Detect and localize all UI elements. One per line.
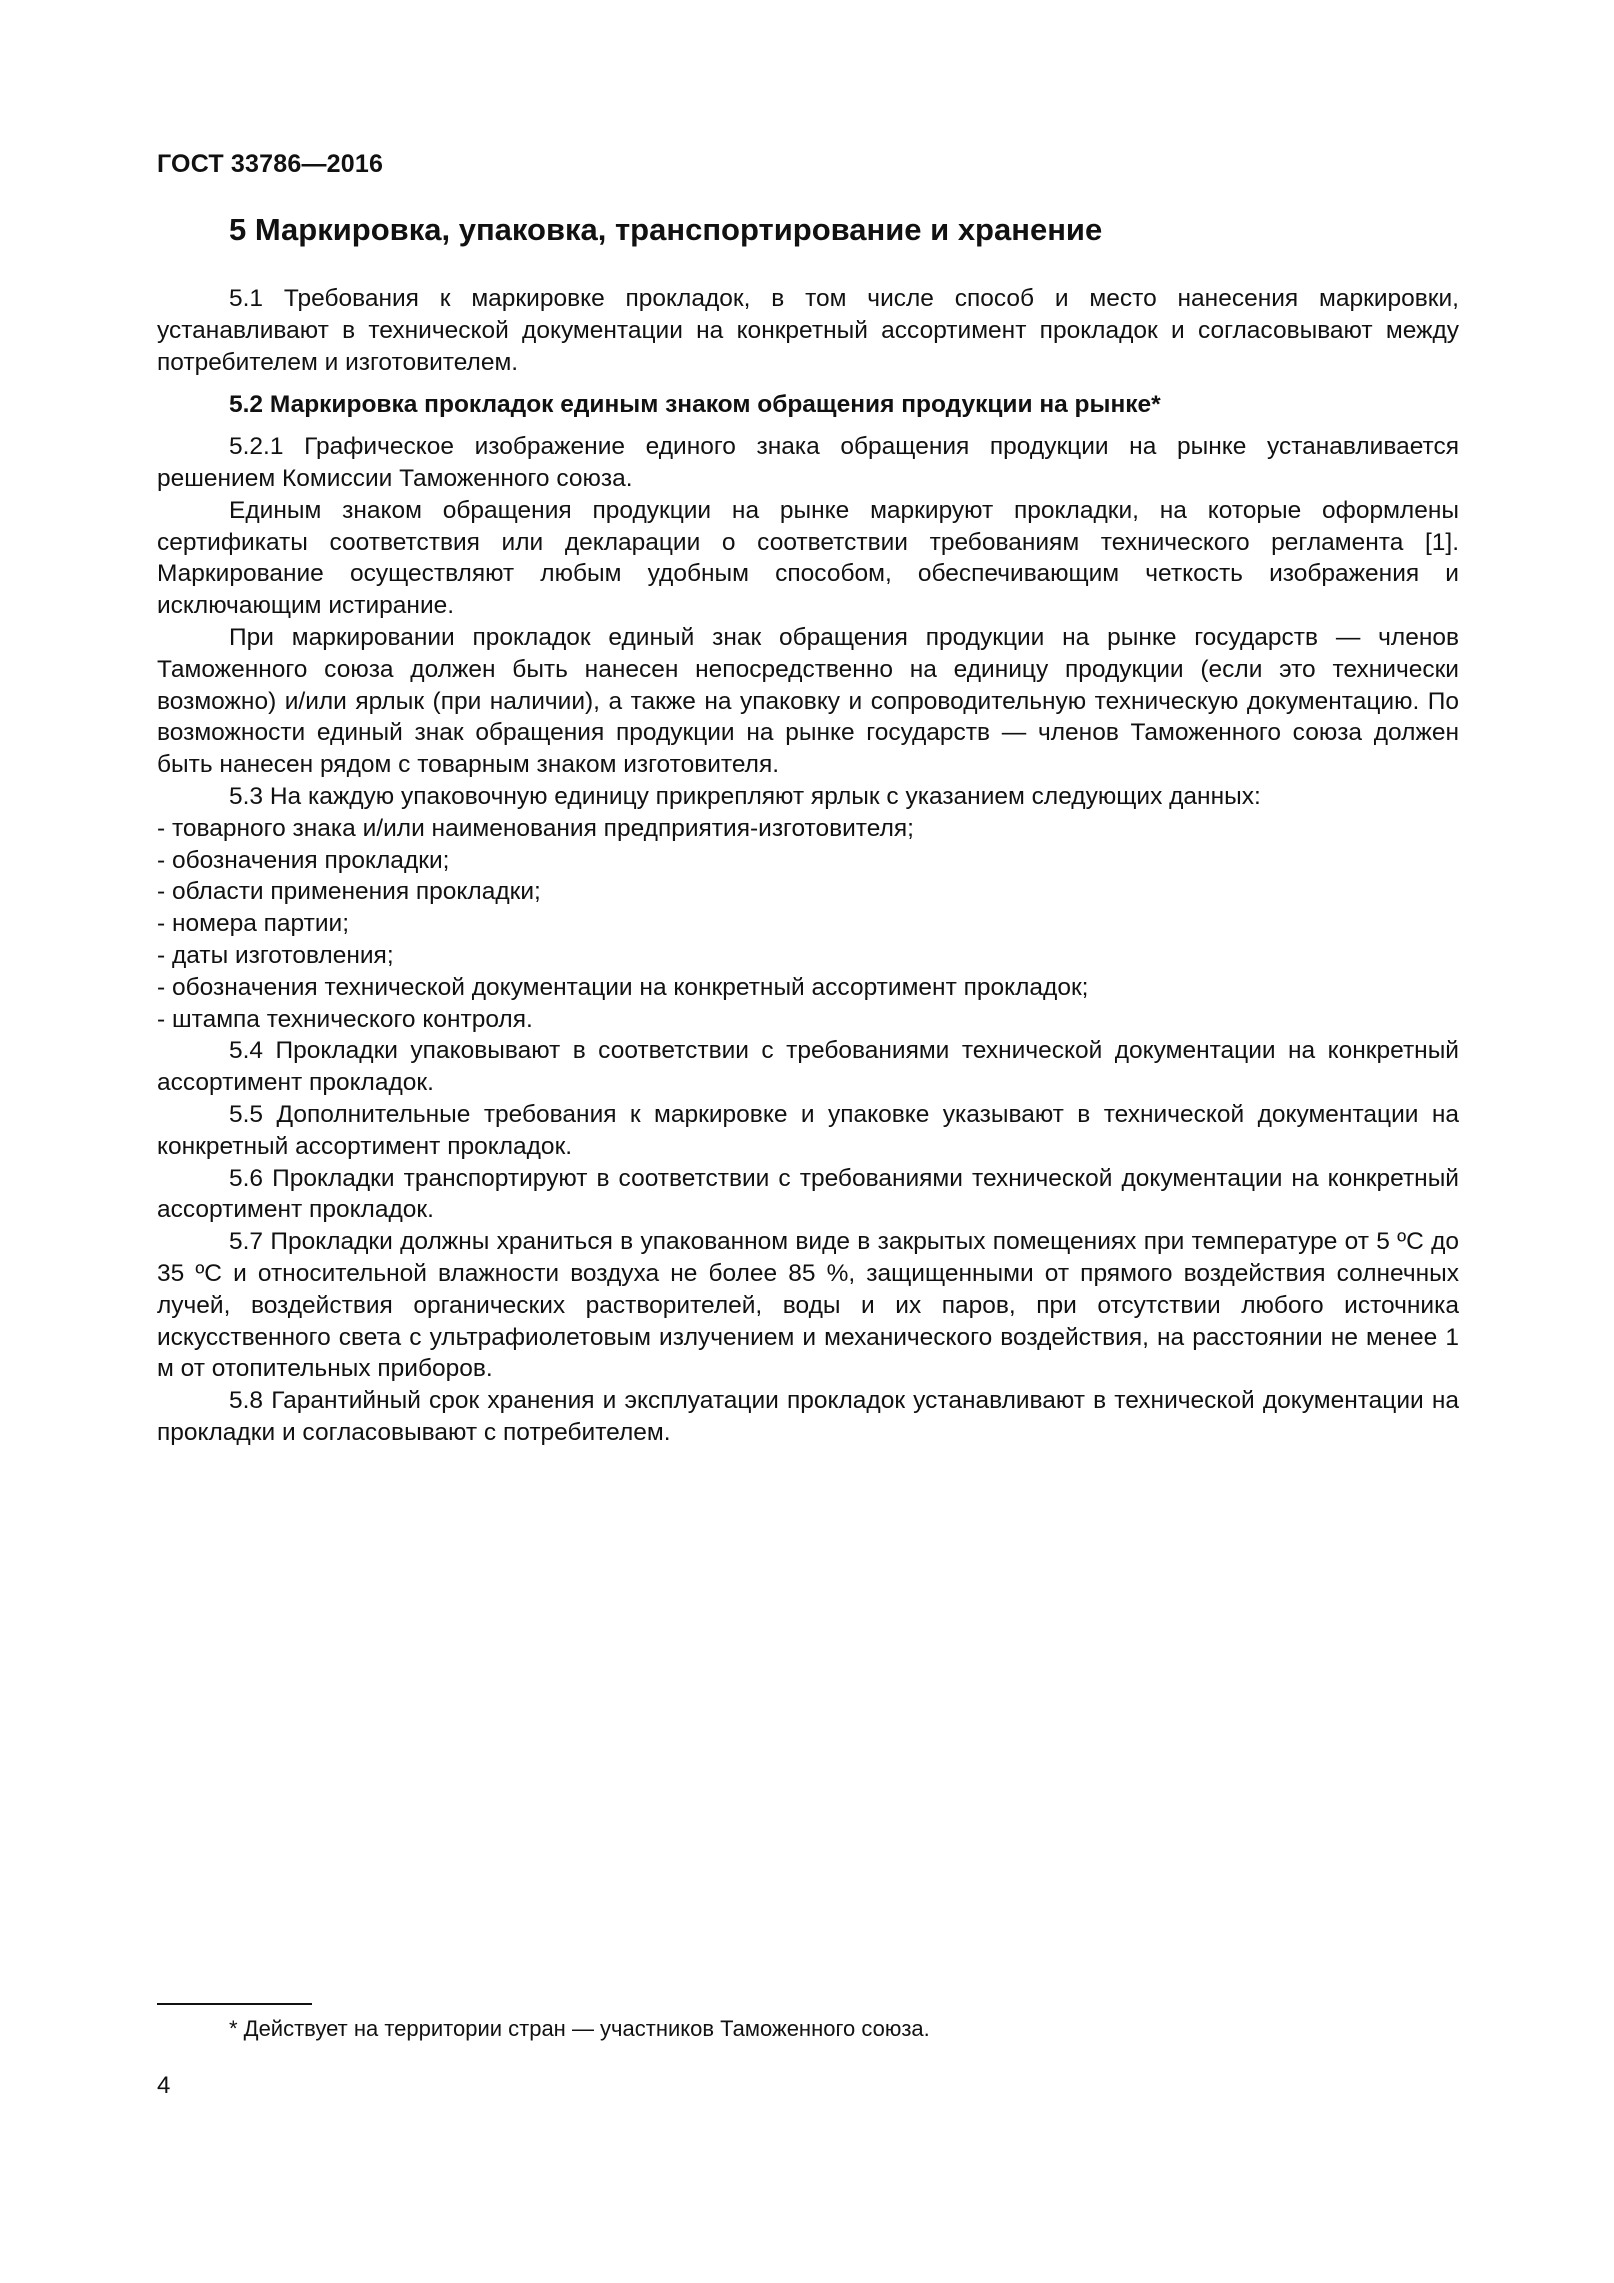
paragraph-5-1: 5.1 Требования к маркировке прокладок, в том числе способ и место нанесения маркировки, устанавливают в технической документации на конкретный ассортимент прокладок и согласовывают между потребителем и изготовителем. bbox=[157, 285, 1459, 376]
paragraph-5-6: 5.6 Прокладки транспортируют в соответствии с требованиями технической документации на конкретный ассортимент прокладок. bbox=[157, 1164, 1459, 1224]
list-item: - товарного знака и/или наименования предприятия-изготовителя; bbox=[157, 814, 914, 842]
paragraph-5-2-1-marking: Единым знаком обращения продукции на рынке маркируют прокладки, на которые оформлены сертификаты соответствия или декларации о соответствии требованиям технического регламента [1]. Маркирование осуществляют любым удобным способом, обеспечивающим четкость изображения и исключающим истирание. bbox=[157, 496, 1459, 620]
footnote-text: * Действует на территории стран — участников Таможенного союза. bbox=[229, 2016, 930, 2041]
paragraph-5-7: 5.7 Прокладки должны храниться в упакованном виде в закрытых помещениях при температуре от 5 ºC до 35 ºC и относительной влажности воздуха не более 85 %, защищенными от прямого воздействия солнечных лучей, воздействия органических растворителей, воды и их паров, при отсутствии любого источника искусственного света с ультрафиолетовым излучением и механического воздействия, на расстоянии не менее 1 м от отопительных приборов. bbox=[157, 1228, 1459, 1383]
standard-designation: ГОСТ 33786—2016 bbox=[157, 150, 384, 178]
paragraph-5-4: 5.4 Прокладки упаковывают в соответствии с требованиями технической документации на конкретный ассортимент прокладок. bbox=[157, 1037, 1459, 1097]
list-item: - обозначения прокладки; bbox=[157, 846, 450, 874]
paragraph-5-8: 5.8 Гарантийный срок хранения и эксплуатации прокладок устанавливают в технической документации на прокладки и согласовывают с потребителем. bbox=[157, 1387, 1459, 1446]
list-item: - обозначения технической документации на конкретный ассортимент прокладок; bbox=[157, 973, 1089, 1001]
list-item: - номера партии; bbox=[157, 910, 350, 938]
section-title: 5 Маркировка, упаковка, транспортирование и хранение bbox=[229, 212, 1103, 247]
subsection-heading-5-2: 5.2 Маркировка прокладок единым знаком обращения продукции на рынке* bbox=[229, 391, 1161, 419]
paragraph-5-2-1: 5.2.1 Графическое изображение единого знака обращения продукции на рынке устанавливается решением Комиссии Таможенного союза. bbox=[157, 433, 1459, 492]
list-item: - даты изготовления; bbox=[157, 941, 394, 969]
list-item: - области применения прокладки; bbox=[157, 878, 541, 906]
paragraph-5-2-1-placement: При маркировании прокладок единый знак обращения продукции на рынке государств — членов Таможенного союза должен быть нанесен непосредственно на единицу продукции (если это технически возможно) и/или ярлык (при наличии), а также на упаковку и сопроводительную техническую документацию. По возможности единый знак обращения продукции на рынке государств — членов Таможенного союза должен быть нанесен рядом с товарным знаком изготовителя. bbox=[157, 623, 1459, 779]
list-item: - штампа технического контроля. bbox=[157, 1005, 533, 1033]
section-body bbox=[157, 283, 1459, 1449]
footnote-divider bbox=[157, 2003, 312, 2005]
paragraph-5-3: 5.3 На каждую упаковочную единицу прикрепляют ярлык с указанием следующих данных: bbox=[229, 782, 1261, 810]
page-number: 4 bbox=[157, 2072, 171, 2099]
paragraph-5-5: 5.5 Дополнительные требования к маркировке и упаковке указывают в технической документации на конкретный ассортимент прокладок. bbox=[157, 1100, 1459, 1160]
